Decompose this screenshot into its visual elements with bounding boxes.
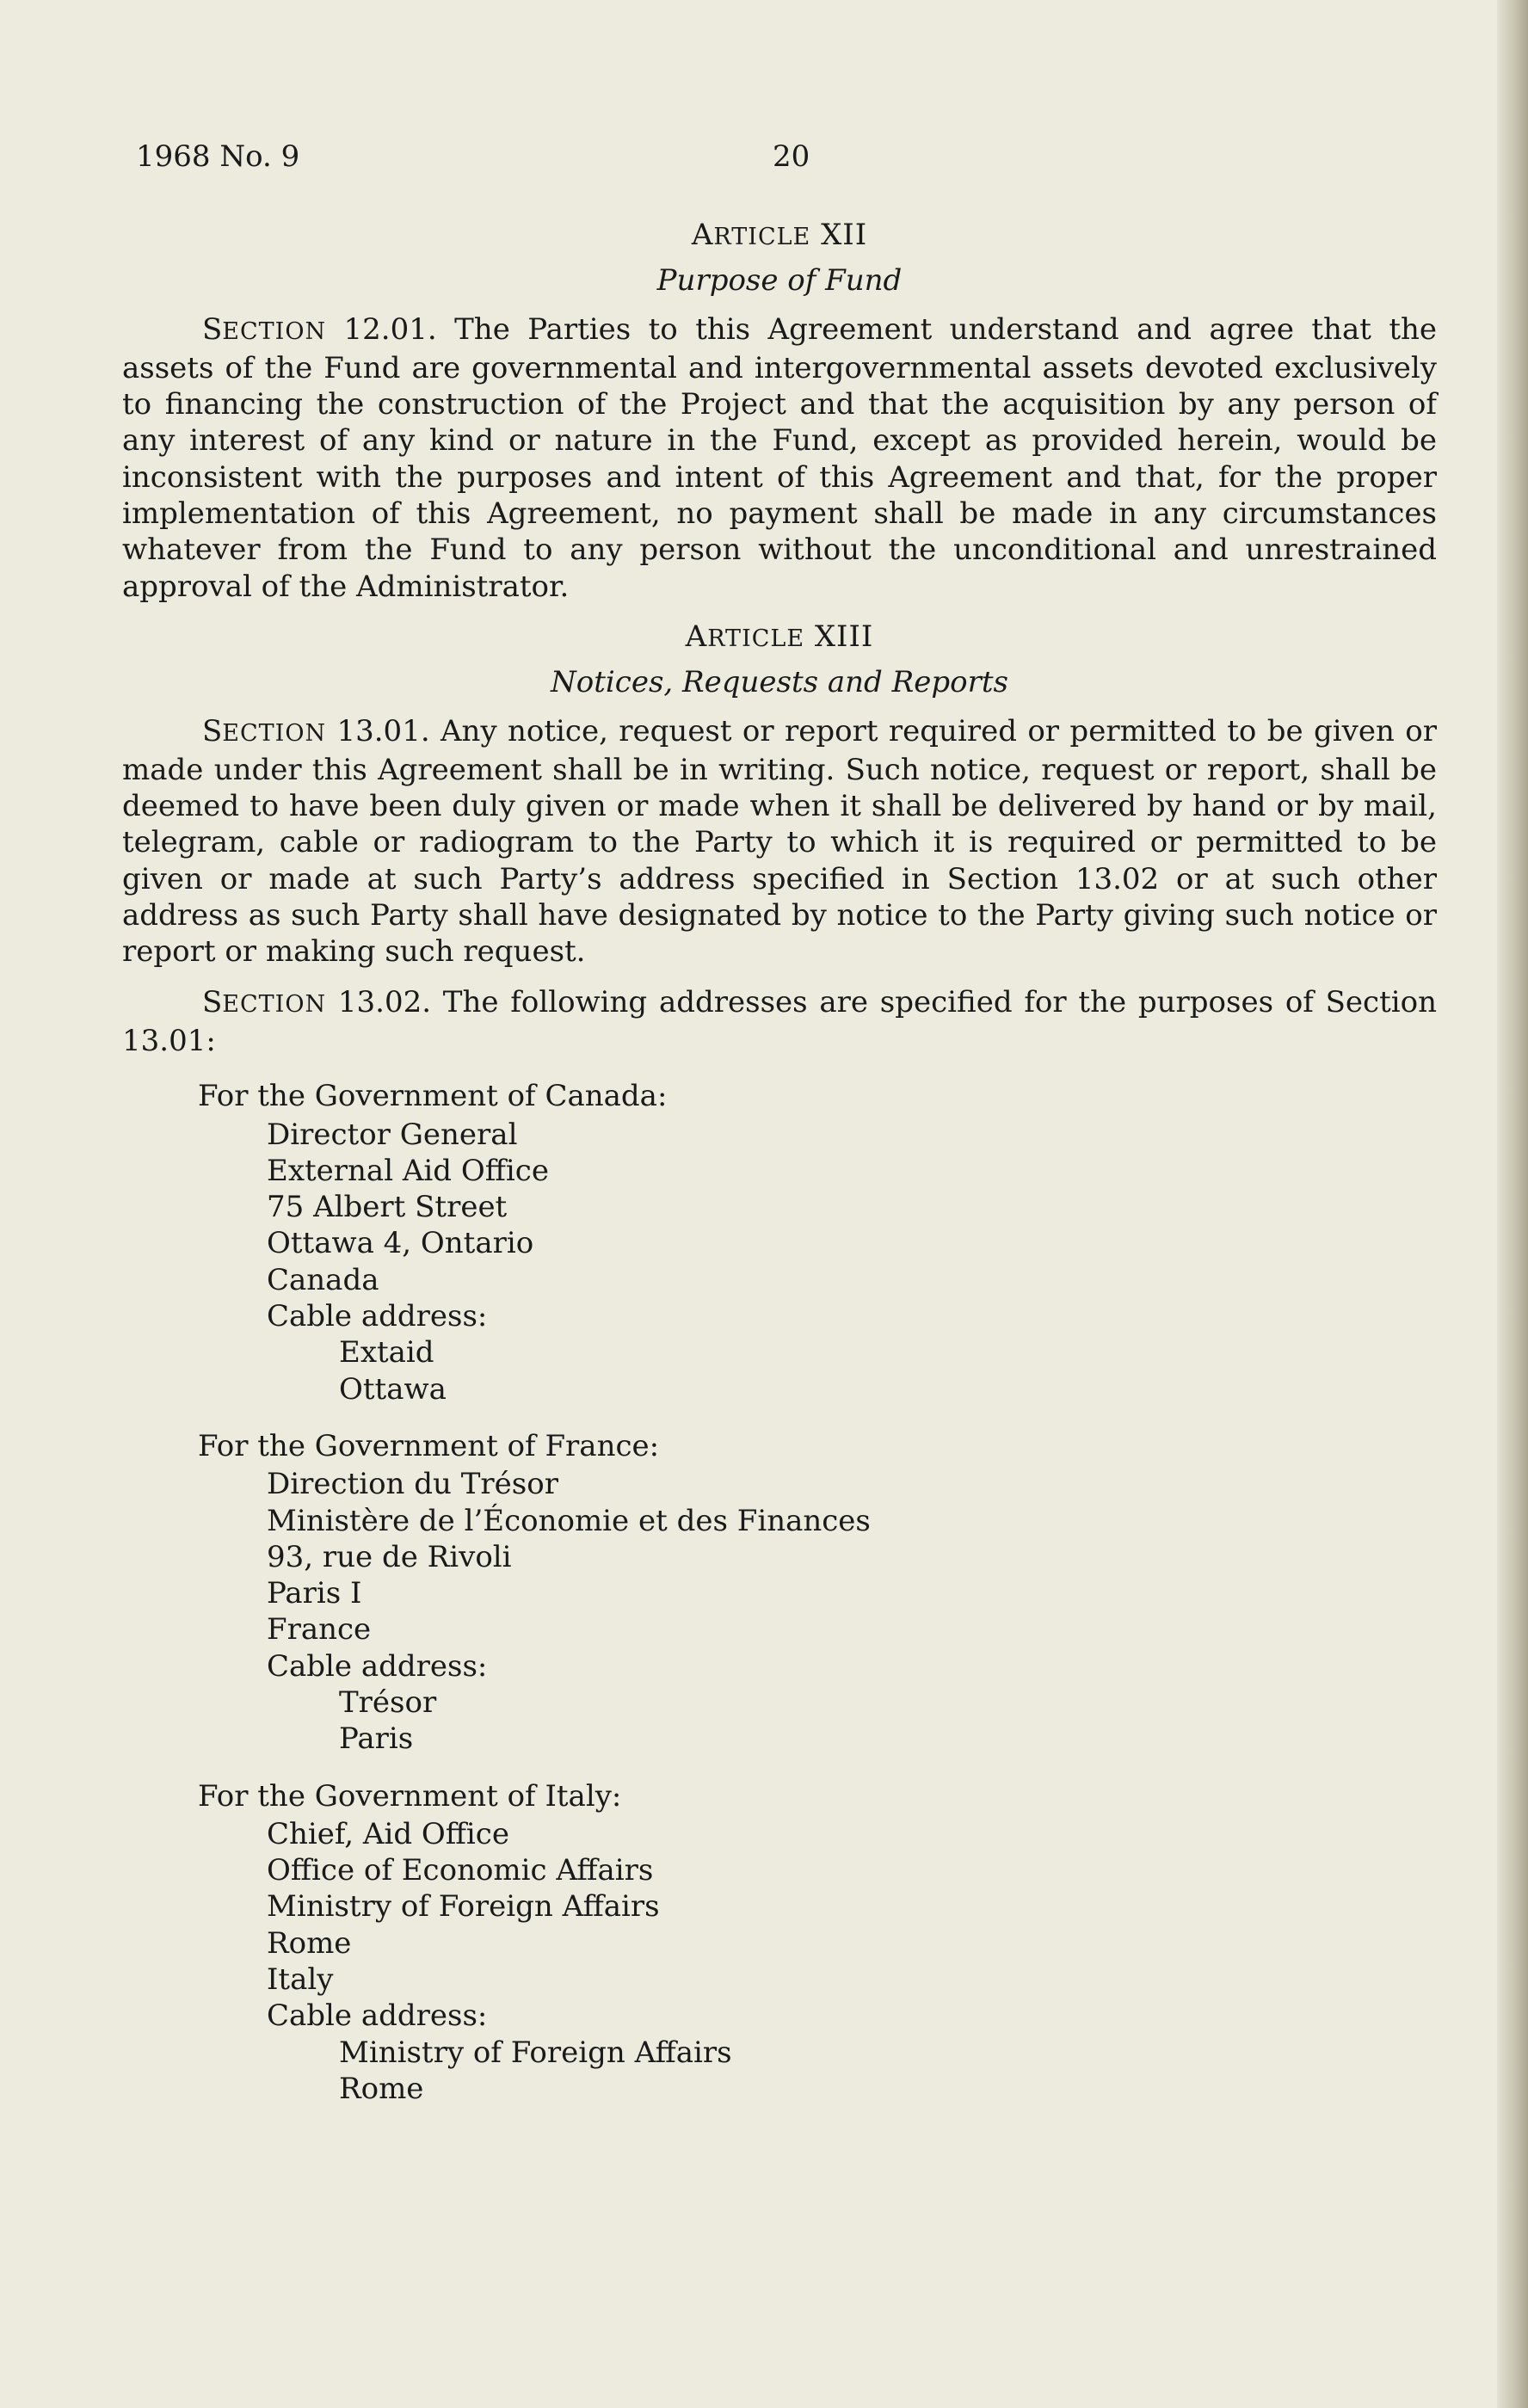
- page-binding-edge: [1497, 0, 1528, 2408]
- cable-address-line: Ottawa: [339, 1371, 447, 1407]
- address-line: Rome: [267, 1925, 352, 1961]
- address-italy: [122, 1778, 1437, 2108]
- page-number: 20: [773, 139, 810, 174]
- address-line: 75 Albert Street: [267, 1190, 508, 1225]
- address-line: Cable address:: [267, 1299, 488, 1334]
- address-line: 93, rue de Rivoli: [267, 1539, 512, 1574]
- address-heading: For the Government of Italy:: [198, 1778, 622, 1814]
- section-label: SECTION: [202, 713, 327, 748]
- section-13-02: SECTION 13.02. The following addresses are specified for the purposes of Section 13.01:: [122, 984, 1437, 1058]
- document-body: [122, 205, 1437, 2128]
- section-label: SECTION: [202, 311, 327, 347]
- address-line: Cable address:: [267, 1648, 488, 1684]
- address-line: Ministère de l’Économie et des Finances: [267, 1503, 871, 1538]
- section-12-01: SECTION 12.01. The Parties to this Agreement understand and agree that the assets of the Fund are governmental and intergovernmental assets devoted exclusively to financing the construction of the Project and that the acquisition by any person of any interest of any kind or nature in the Fund, except as provided herein, would be inconsistent with the purposes and intent of this Agreement and that, for the proper implementation of this Agreement, no payment shall be made in any circumstances whatever from the Fund to any person without the unconditional and unrestrained approval of the Administrator.: [122, 311, 1438, 604]
- cable-address-line: Trésor: [339, 1684, 437, 1720]
- address-line: Director General: [267, 1117, 518, 1152]
- section-13-01: SECTION 13.01. Any notice, request or report required or permitted to be given or made under this Agreement shall be in writing. Such notice, request or report, shall be deemed to have been duly given or made when it shall be delivered by hand or by mail, telegram, cable or radiogram to the Party to which it is required or permitted to be given or made at such Party’s address specified in Section 13.02 or at such other address as such Party shall have designated by notice to the Party giving such notice or report or making such request.: [122, 713, 1437, 970]
- address-heading: For the Government of France:: [198, 1428, 660, 1463]
- address-line: Italy: [267, 1962, 334, 1998]
- address-line: Paris I: [267, 1576, 362, 1611]
- publication-reference: 1968 No. 9: [136, 139, 300, 174]
- cable-address-line: Ministry of Foreign Affairs: [339, 2035, 732, 2070]
- address-line: France: [267, 1612, 372, 1647]
- address-line: Cable address:: [267, 1998, 488, 2034]
- address-line: Direction du Trésor: [267, 1467, 558, 1502]
- cable-address-line: Rome: [339, 2071, 424, 2106]
- page-header: [136, 139, 1356, 181]
- cable-address-line: Paris: [339, 1721, 414, 1757]
- article-13-title: ARTICLE XIII: [685, 619, 874, 654]
- cable-address-line: Extaid: [339, 1335, 434, 1370]
- address-line: External Aid Office: [267, 1153, 549, 1188]
- article-12-title: ARTICLE XII: [691, 218, 868, 252]
- article-12-subtitle: Purpose of Fund: [656, 263, 903, 299]
- address-france: [122, 1428, 1437, 1758]
- address-line: Ministry of Foreign Affairs: [267, 1889, 660, 1925]
- article-13-subtitle: Notices, Requests and Reports: [551, 665, 1008, 700]
- address-line: Ottawa 4, Ontario: [267, 1226, 534, 1261]
- section-label: SECTION: [202, 984, 327, 1019]
- address-heading: For the Government of Canada:: [198, 1079, 668, 1114]
- address-line: Chief, Aid Office: [267, 1816, 509, 1851]
- address-line: Office of Economic Affairs: [267, 1853, 654, 1888]
- address-canada: [122, 1078, 1437, 1407]
- address-line: Canada: [267, 1262, 379, 1297]
